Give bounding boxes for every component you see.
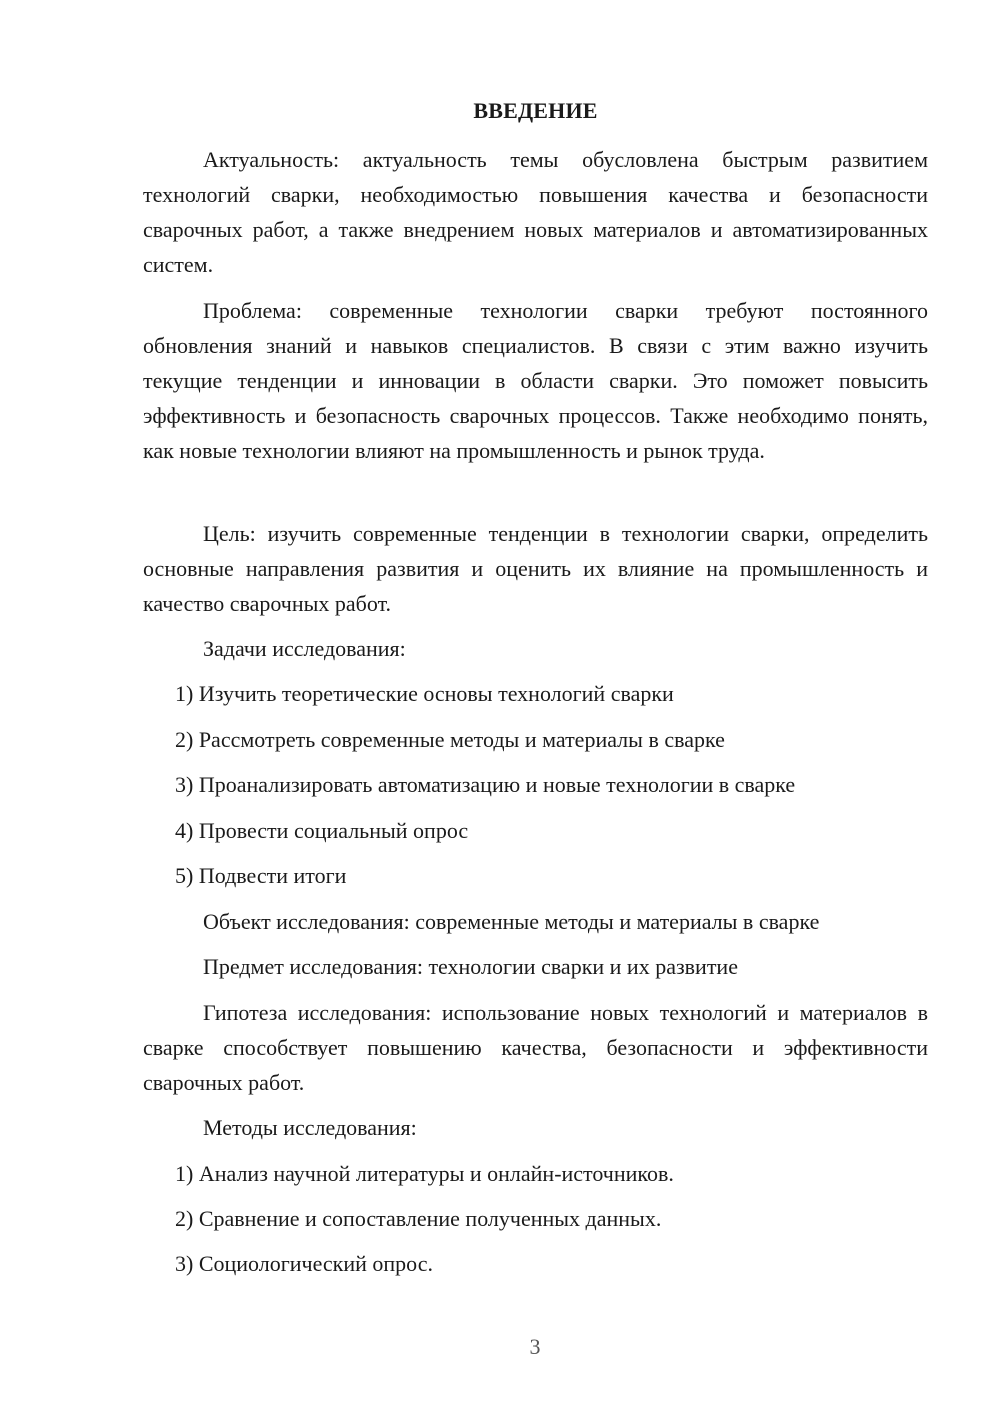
- task-item-3: 3) Проанализировать автоматизацию и новые технологии в сварке: [175, 772, 796, 797]
- task-item-2: 2) Рассмотреть современные методы и материалы в сварке: [175, 727, 725, 752]
- task-item-1: 1) Изучить теоретические основы технологий сварки: [175, 681, 674, 706]
- method-item-2: 2) Сравнение и сопоставление полученных данных.: [175, 1206, 662, 1231]
- relevance-paragraph: Актуальность: актуальность темы обусловлена быстрым развитием технологий сварки, необходимостью повышения качества и безопасности сварочных работ, а также внедрением новых материалов и автоматизированных систем.: [143, 147, 928, 277]
- page-title: ВВЕДЕНИЕ: [473, 98, 598, 123]
- tasks-heading: Задачи исследования:: [203, 636, 406, 661]
- method-item-3: 3) Социологический опрос.: [175, 1251, 433, 1276]
- hypothesis-paragraph: Гипотеза исследования: использование новых технологий и материалов в сварке способствует повышению качества, безопасности и эффективности сварочных работ.: [143, 1000, 928, 1095]
- method-item-1: 1) Анализ научной литературы и онлайн-источников.: [175, 1161, 674, 1186]
- goal-paragraph: Цель: изучить современные тенденции в технологии сварки, определить основные направления развития и оценить их влияние на промышленность и качество сварочных работ.: [143, 521, 928, 616]
- object-line: Объект исследования: современные методы и материалы в сварке: [203, 909, 820, 934]
- problem-paragraph: Проблема: современные технологии сварки требуют постоянного обновления знаний и навыков специалистов. В связи с этим важно изучить текущие тенденции и инновации в области сварки. Это поможет повысить эффективность и безопасность сварочных процессов. Также необходимо понять, как новые технологии влияют на промышленность и рынок труда.: [143, 298, 928, 463]
- task-item-5: 5) Подвести итоги: [175, 863, 347, 888]
- subject-line: Предмет исследования: технологии сварки и их развитие: [203, 954, 738, 979]
- task-item-4: 4) Провести социальный опрос: [175, 818, 469, 843]
- methods-heading: Методы исследования:: [203, 1115, 417, 1140]
- page-number: 3: [529, 1334, 541, 1359]
